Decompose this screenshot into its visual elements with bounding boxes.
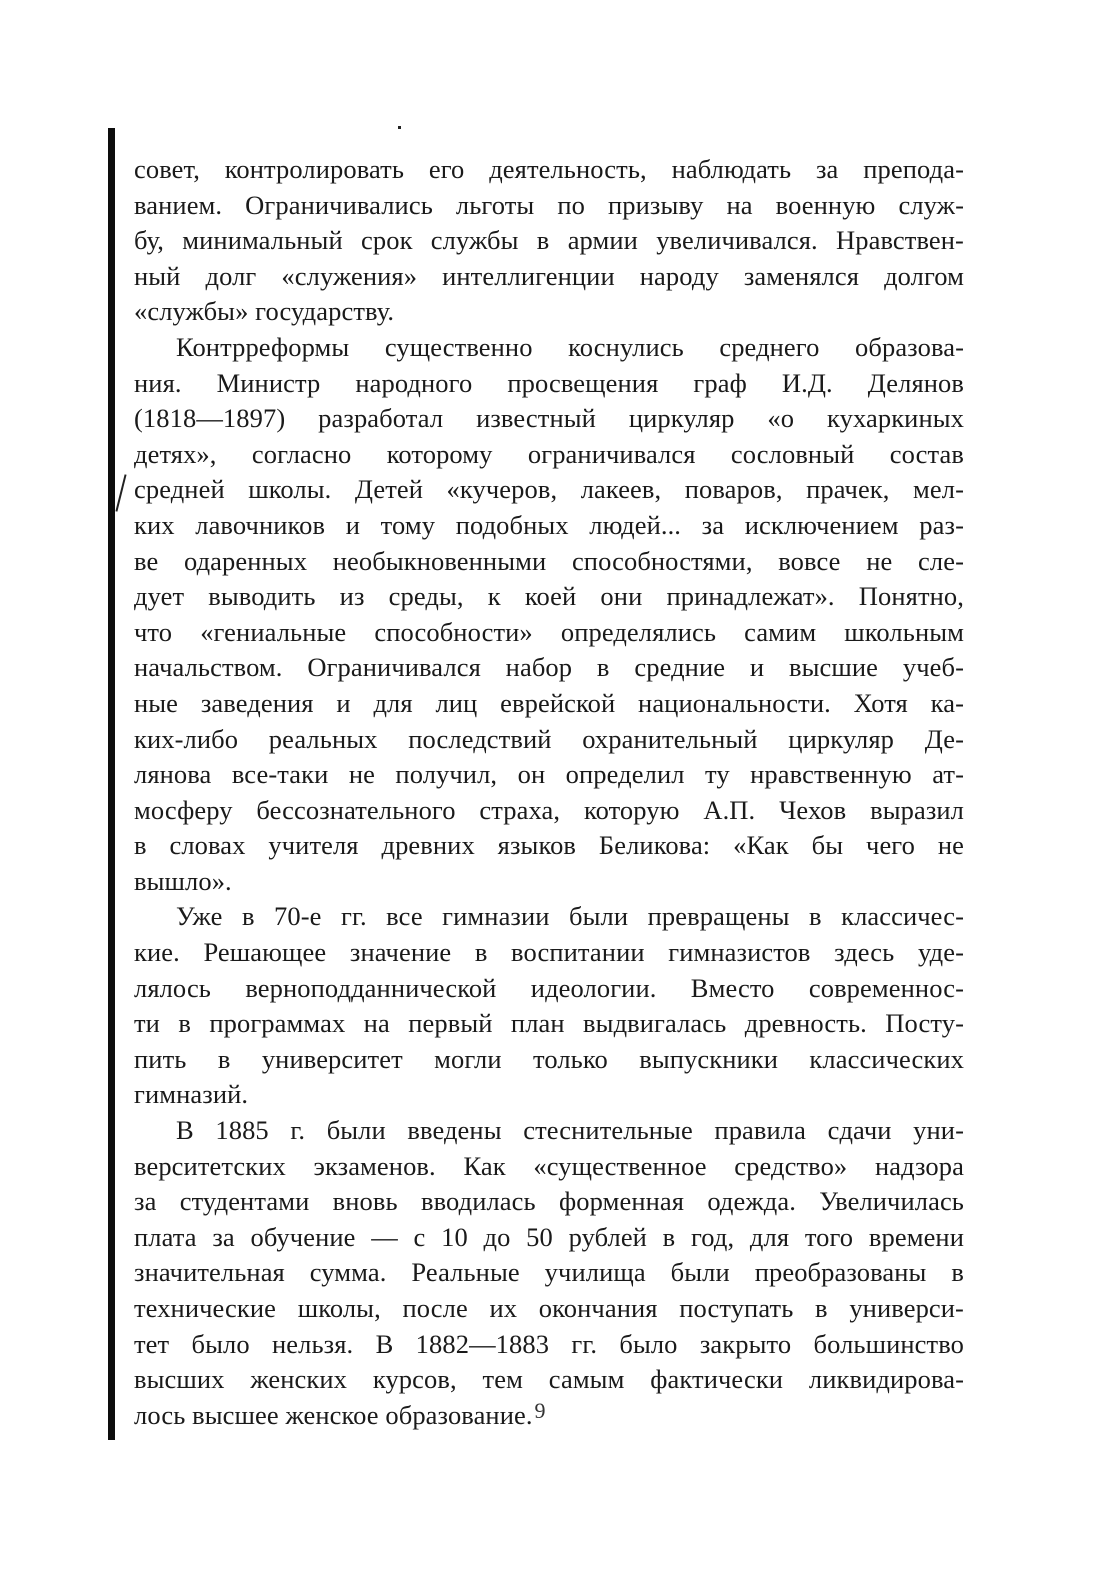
text-line: ких лавочников и тому подобных людей... за исключением раз- — [134, 509, 964, 540]
text-line: значительная сумма. Реальные училища были преобразованы в — [134, 1257, 964, 1288]
page-number: 9 — [534, 1398, 546, 1423]
text-line: ния. Министр народного просвещения граф И.Д. Делянов — [134, 367, 964, 398]
text-line: «службы» государству. — [134, 296, 395, 327]
text-line: пить в университет могли только выпускники классических — [134, 1043, 964, 1074]
text-line: начальством. Ограничивался набор в средние и высшие учеб- — [134, 652, 964, 683]
text-line: кие. Решающее значение в воспитании гимназистов здесь уде- — [134, 937, 964, 968]
paragraph-3 — [134, 899, 964, 1113]
text-line: Контрреформы существенно коснулись среднего образова- — [176, 331, 964, 362]
text-line: совет, контролировать его деятельность, наблюдать за препода- — [134, 154, 964, 184]
text-line: бу, минимальный срок службы в армии увеличивался. Нравствен- — [134, 225, 964, 256]
text-line: лянова все-таки не получил, он определил ту нравственную ат- — [134, 759, 964, 790]
scan-margin-bar — [108, 128, 115, 1440]
text-line: лось высшее женское образование. — [134, 1399, 533, 1430]
text-line: верситетских экзаменов. Как «существенное средство» надзора — [134, 1150, 964, 1181]
text-line: (1818—1897) разработал известный циркуляр «о кухаркиных — [134, 403, 964, 434]
text-line: ный долг «служения» интеллигенции народу заменялся долгом — [134, 260, 964, 291]
text-line: мосферу бессознательного страха, которую А.П. Чехов выразил — [134, 794, 964, 825]
scan-speck — [398, 126, 401, 129]
text-line: ные заведения и для лиц еврейской национальности. Хотя ка- — [134, 687, 964, 718]
text-line: ких-либо реальных последствий охранительный циркуляр Де- — [134, 723, 964, 754]
text-line: высших женских курсов, тем самым фактически ликвидирова- — [134, 1364, 964, 1395]
text-line: в словах учителя древних языков Беликова: «Как бы чего не — [134, 830, 964, 861]
paragraph-2 — [134, 330, 964, 900]
text-line: В 1885 г. были введены стеснительные правила сдачи уни- — [176, 1115, 964, 1146]
text-line: лялось верноподданнической идеологии. Вместо современнос- — [134, 972, 964, 1003]
page-body — [134, 152, 964, 1433]
text-line: за студентами вновь вводилась форменная одежда. Увеличилась — [134, 1186, 964, 1217]
text-line: гимназий. — [134, 1079, 249, 1110]
text-line: ванием. Ограничивались льготы по призыву на военную служ- — [134, 189, 964, 220]
text-line: плата за обучение — с 10 до 50 рублей в год, для того времени — [134, 1221, 964, 1252]
paragraph-4 — [134, 1113, 964, 1433]
paragraph-1 — [134, 152, 964, 330]
text-line: вышло». — [134, 865, 232, 896]
text-line: дует выводить из среды, к коей они принадлежат». Понятно, — [134, 581, 964, 612]
text-line: детях», согласно которому ограничивался сословный состав — [134, 438, 964, 469]
text-line: ве одаренных необыкновенными способностями, вовсе не сле- — [134, 545, 964, 576]
text-line: ти в программах на первый план выдвигалась древность. Посту- — [134, 1008, 964, 1039]
scan-tick — [115, 474, 126, 511]
text-line: тет было нельзя. В 1882—1883 гг. было закрыто большинство — [134, 1328, 964, 1359]
text-line: технические школы, после их окончания поступать в универси- — [134, 1293, 964, 1323]
text-line: что «гениальные способности» определялись самим школьным — [134, 616, 964, 647]
text-line: Уже в 70-е гг. все гимназии были превращены в классичес- — [176, 901, 964, 932]
text-line: средней школы. Детей «кучеров, лакеев, поваров, прачек, мел- — [134, 474, 964, 505]
